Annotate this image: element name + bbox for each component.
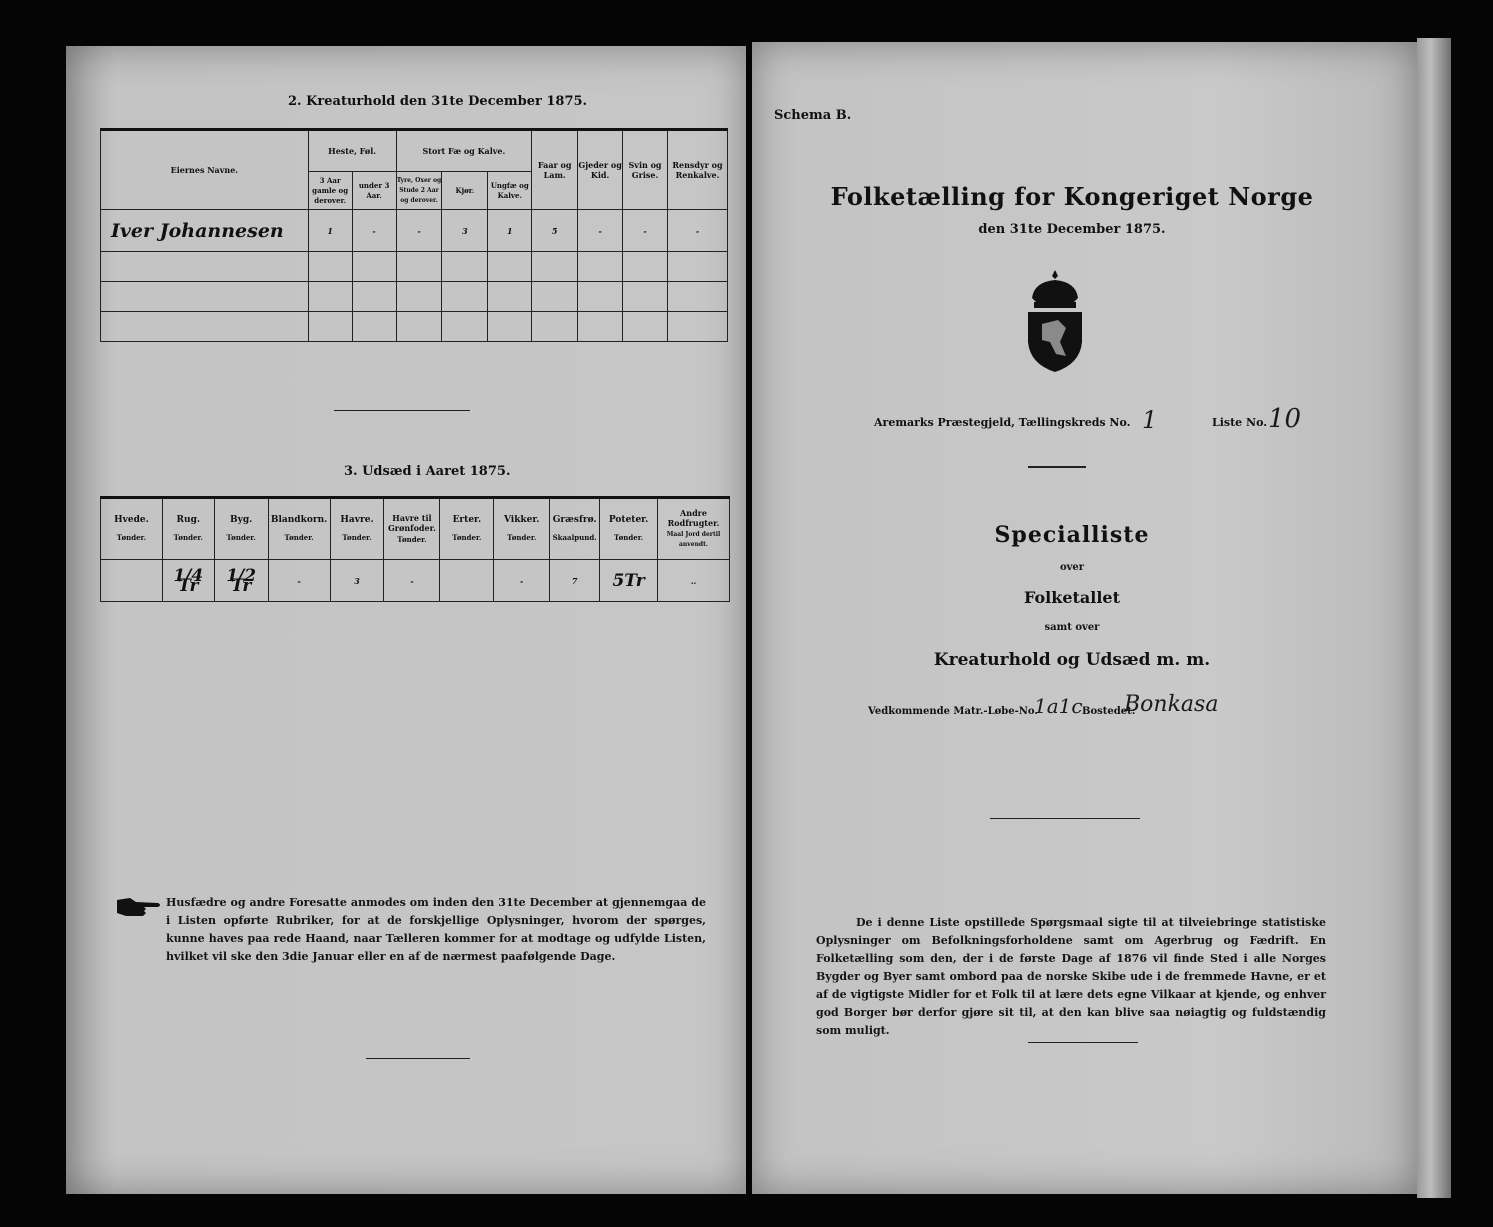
header-peas: Erter. <box>452 515 482 525</box>
divider <box>1028 466 1086 468</box>
divider <box>990 818 1140 819</box>
col-barley <box>214 498 268 560</box>
residence-label: Bostedet: <box>1082 706 1136 717</box>
header-mixed: Blandkorn. <box>270 515 328 525</box>
schema-label: Schema B. <box>774 108 852 123</box>
livestock-title: Kreaturhold og Udsæd m. m. <box>933 650 1211 670</box>
header-oats-fodder: Havre til Grønfoder. <box>387 513 436 533</box>
unit-grass-seed: Skaalpund. <box>552 533 597 542</box>
cell-mixed: - <box>268 560 330 602</box>
cell-vetch: - <box>494 560 550 602</box>
right-page <box>752 42 1417 1194</box>
district-number: 1 <box>1142 406 1158 434</box>
unit-barley: Tønder. <box>226 533 256 542</box>
section2-title: 2. Kreaturhold den 31te December 1875. <box>288 94 588 109</box>
horses-old-header: 3 Aar gamle og derover. <box>308 172 352 210</box>
unit-other-roots: Maal Jord dertil anvendt. <box>666 531 721 548</box>
livestock-table <box>100 128 728 342</box>
col-potatoes <box>600 498 658 560</box>
header-potatoes: Poteter. <box>608 515 649 525</box>
closing-text: De i denne Liste opstillede Spørgsmaal sigte til at tilveiebringe statistiske Oplysninger om Befolkningsforholdene samt om Agerbrug og Fædrift. En Folketælling som den, der i de første Dage af 1876 vil finde Sted i alle Norges Bygder og Byer samt ombord paa de norske Skibe ude i de fremmede Havne, er et af de vigtigste Midler for et Folk til at lære dets egne Vilkaar at kjende, og enhver god Borger bør derfor gjøre sit til, at den kan blive saa nøiagtig og fuldstændig som muligt. <box>816 916 1326 1037</box>
horses-young-header: under 3 Aar. <box>352 172 396 210</box>
cell-potatoes: 5Tr <box>600 560 658 602</box>
divider <box>334 410 470 411</box>
cell-peas <box>440 560 494 602</box>
owner-name: Iver Johannesen <box>101 210 309 252</box>
cell-rye: 1/4 Tr <box>162 560 214 602</box>
seed-table <box>100 496 730 602</box>
sheep-header: Faar og Lam. <box>532 130 578 210</box>
list-number: 10 <box>1268 404 1302 434</box>
samt-over-label: samt over <box>1044 622 1100 633</box>
notice-text: Husfædre og andre Foresatte anmodes om inden den 31te December at gjennemgaa de i Listen opførte Rubriker, for at de forskjellige Oplysninger, hvorom der spørges, kunne haves paa rede Haand, naar Tælleren kommer for at modtage og udfylde Listen, hvilket vil ske den 3die Januar eller en af de nærmest paafølgende Dage. <box>166 896 706 963</box>
table-row <box>101 252 728 282</box>
cell-grass-seed: 7 <box>550 560 600 602</box>
unit-potatoes: Tønder. <box>613 533 644 542</box>
coat-of-arms-icon <box>1022 268 1088 376</box>
divider <box>366 1058 470 1059</box>
col-mixed <box>268 498 330 560</box>
unit-vetch: Tønder. <box>507 533 537 542</box>
cell-horses-young: - <box>352 210 396 252</box>
header-grass-seed: Græsfrø. <box>552 515 597 525</box>
cell-horses-old: 1 <box>308 210 352 252</box>
table-row <box>101 560 730 602</box>
table-row <box>101 210 728 252</box>
header-rye: Rug. <box>176 515 200 525</box>
col-vetch <box>494 498 550 560</box>
oxen-header: Tyre, Oxer og Stude 2 Aar og derover. <box>396 172 442 210</box>
unit-wheat: Tønder. <box>116 533 147 542</box>
cell-pigs: - <box>623 210 668 252</box>
unit-oats-fodder: Tønder. <box>397 535 427 544</box>
left-page <box>66 46 746 1194</box>
cell-reindeer: - <box>668 210 728 252</box>
over-label: over <box>1059 562 1085 573</box>
col-wheat <box>101 498 163 560</box>
header-other-roots: Andre Rodfrugter. <box>667 508 720 528</box>
section3-title: 3. Udsæd i Aaret 1875. <box>344 464 511 479</box>
cell-goats: - <box>578 210 623 252</box>
census-date: den 31te December 1875. <box>978 222 1166 237</box>
property-label: Vedkommende Matr.-Løbe-No. <box>868 706 1038 717</box>
unit-peas: Tønder. <box>452 533 482 542</box>
cell-sheep: 5 <box>532 210 578 252</box>
table-row <box>101 312 728 342</box>
cell-barley: 1/2 Tr <box>214 560 268 602</box>
goats-header: Gjeder og Kid. <box>578 130 623 210</box>
header-wheat: Hvede. <box>114 515 149 525</box>
special-list-title: Specialliste <box>994 522 1150 548</box>
cell-oxen: - <box>396 210 442 252</box>
parish-label: Aremarks Præstegjeld, Tællingskreds No. <box>874 416 1131 429</box>
population-title: Folketallet <box>1024 588 1120 607</box>
unit-rye: Tønder. <box>173 533 203 542</box>
pointing-hand-icon <box>116 896 162 918</box>
horses-header: Heste, Føl. <box>308 130 396 172</box>
property-number: 1a1c <box>1034 694 1083 718</box>
col-other-roots <box>658 498 730 560</box>
list-label: Liste No. <box>1212 416 1268 429</box>
col-peas <box>440 498 494 560</box>
cell-wheat <box>101 560 163 602</box>
col-grass-seed <box>550 498 600 560</box>
col-oats-fodder <box>384 498 440 560</box>
cell-other-roots: .. <box>658 560 730 602</box>
cell-oats: 3 <box>330 560 384 602</box>
cell-cows: 3 <box>442 210 488 252</box>
col-oats <box>330 498 384 560</box>
unit-oats: Tønder. <box>342 533 372 542</box>
cattle-header: Stort Fæ og Kalve. <box>396 130 532 172</box>
cows-header: Kjør. <box>442 172 488 210</box>
divider <box>1028 1042 1138 1043</box>
header-barley: Byg. <box>230 515 253 525</box>
table-row <box>101 282 728 312</box>
residence-name: Bonkasa <box>1124 692 1219 717</box>
header-vetch: Vikker. <box>503 515 540 525</box>
unit-mixed: Tønder. <box>284 533 314 542</box>
pigs-header: Svin og Grise. <box>623 130 668 210</box>
col-rye <box>162 498 214 560</box>
cell-young-cattle: 1 <box>488 210 532 252</box>
reindeer-header: Rensdyr og Renkalve. <box>668 130 728 210</box>
main-title: Folketælling for Kongeriget Norge <box>830 182 1314 211</box>
cell-oats-fodder: - <box>384 560 440 602</box>
page-edge <box>1417 38 1451 1198</box>
owner-header: Eiernes Navne. <box>101 130 309 210</box>
young-cattle-header: Ungfæ og Kalve. <box>488 172 532 210</box>
header-oats: Havre. <box>340 515 374 525</box>
